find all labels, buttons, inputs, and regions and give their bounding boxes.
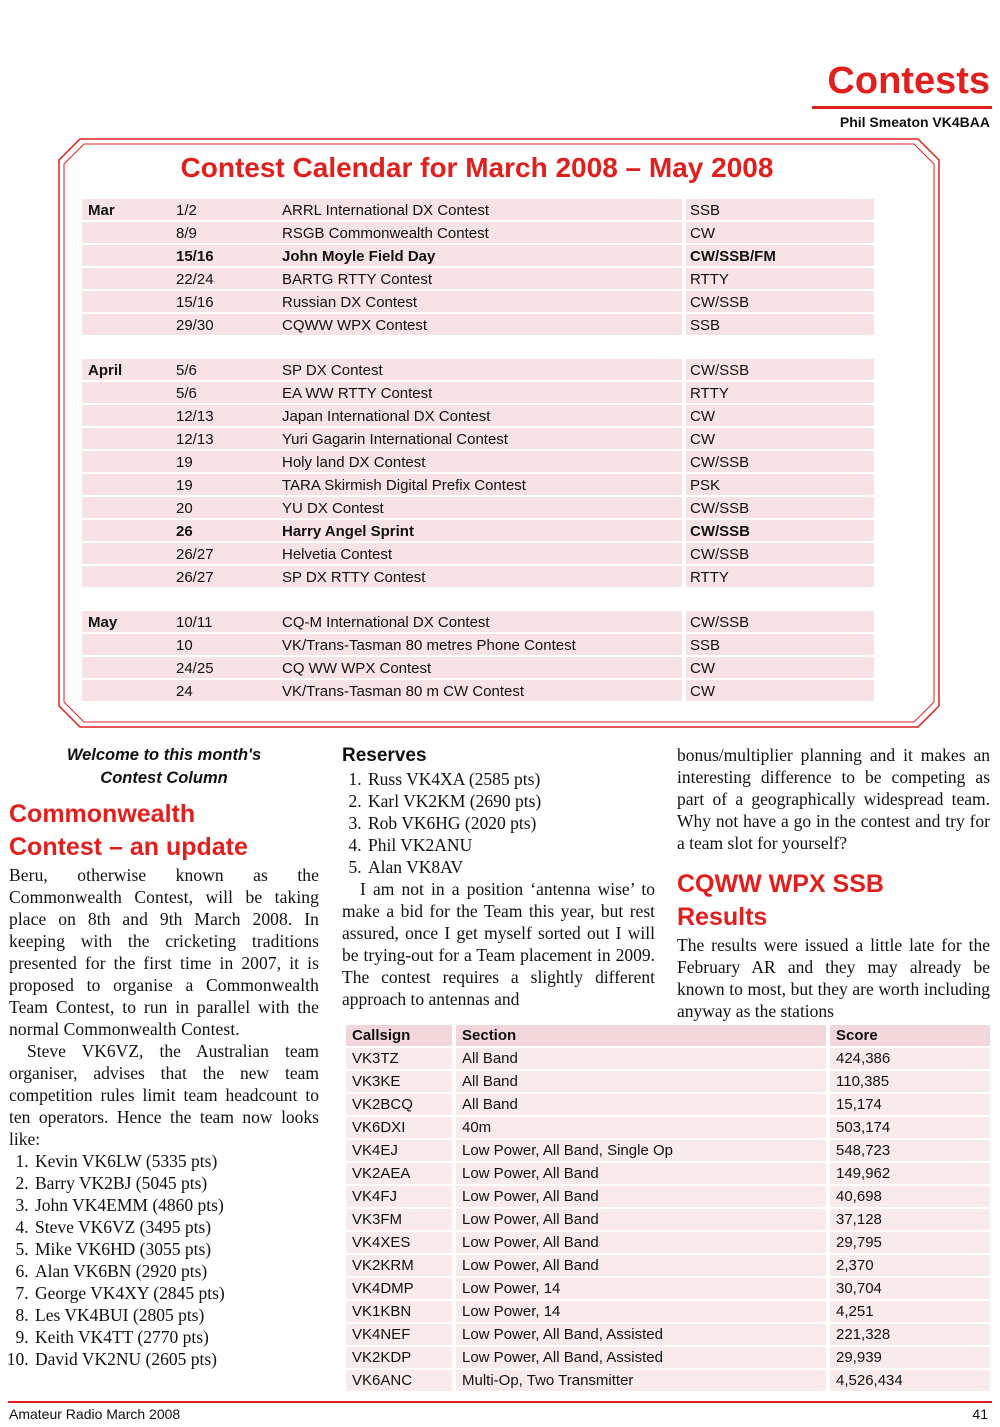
- calendar-mode: SSB: [686, 199, 874, 220]
- commonwealth-heading-line-2: Contest – an update: [9, 833, 248, 861]
- team-paragraph: bonus/multiplier planning and it makes an interesting difference to be competing as part of a geographically widespread team. Why not have a go in the contest and try for a team slot for yourself?: [677, 745, 990, 853]
- calendar-row: [82, 657, 870, 680]
- calendar-month: [82, 222, 172, 243]
- calendar-row: [82, 199, 870, 222]
- calendar-mode: CW/SSB/FM: [686, 245, 874, 266]
- calendar-row: [82, 520, 870, 543]
- result-score: 30,704: [830, 1278, 990, 1299]
- calendar-row: [82, 680, 870, 703]
- results-row: [346, 1048, 990, 1071]
- commonwealth-paragraph-1: Beru, otherwise known as the Commonwealth Contest, will be taking place on 8th and 9th March 2008. In keeping with the cricketing traditions presented for the first time in 2007, it is proposed to organise a Commonwealth Team Contest, to run in parallel with the normal Commonwealth Contest.: [9, 865, 319, 1039]
- calendar-date: 15/16: [172, 291, 356, 312]
- calendar-month: [82, 405, 172, 426]
- calendar-month: [82, 566, 172, 587]
- result-callsign: VK6ANC: [346, 1370, 452, 1391]
- results-row: [346, 1071, 990, 1094]
- calendar-mode: CW: [686, 405, 874, 426]
- result-callsign: VK4NEF: [346, 1324, 452, 1345]
- wpx-results-table: [346, 1025, 990, 1393]
- result-section: Low Power, All Band: [456, 1232, 826, 1253]
- results-body: [346, 1048, 990, 1393]
- calendar-row: [82, 382, 870, 405]
- result-score: 110,385: [830, 1071, 990, 1092]
- page-number: 41: [972, 1406, 988, 1422]
- calendar-month: [82, 474, 172, 495]
- header-section: Section: [456, 1025, 826, 1046]
- result-score: 4,526,434: [830, 1370, 990, 1391]
- result-score: 29,939: [830, 1347, 990, 1368]
- calendar-month: [82, 497, 172, 518]
- calendar-mode: CW: [686, 428, 874, 449]
- header-score: Score: [830, 1025, 990, 1046]
- calendar-mode: CW: [686, 680, 874, 701]
- calendar-mode: CW: [686, 222, 874, 243]
- result-score: 2,370: [830, 1255, 990, 1276]
- column-3: [677, 744, 990, 1022]
- commonwealth-heading-line-1: Commonwealth: [9, 800, 196, 828]
- calendar-row: [82, 291, 870, 314]
- calendar-contest-name: SP DX RTTY Contest: [278, 566, 682, 587]
- reserve-member: 3. Rob VK6HG (2020 pts): [366, 812, 655, 834]
- calendar-date: 26/27: [172, 543, 356, 564]
- calendar-date: 24: [172, 680, 356, 701]
- section-title-rule: [812, 106, 992, 109]
- calendar-month: [82, 268, 172, 289]
- calendar-mode: CW/SSB: [686, 291, 874, 312]
- wpx-heading-line-1: CQWW WPX SSB: [677, 870, 884, 898]
- calendar-date: 20: [172, 497, 356, 518]
- results-row: [346, 1347, 990, 1370]
- team-member: 4. Steve VK6VZ (3495 pts): [33, 1216, 319, 1238]
- result-score: 424,386: [830, 1048, 990, 1069]
- result-section: 40m: [456, 1117, 826, 1138]
- result-callsign: VK2KDP: [346, 1347, 452, 1368]
- calendar-contest-name: BARTG RTTY Contest: [278, 268, 682, 289]
- team-member: 2. Barry VK2BJ (5045 pts): [33, 1172, 319, 1194]
- calendar-contest-name: YU DX Contest: [278, 497, 682, 518]
- calendar-month: [82, 245, 172, 266]
- result-callsign: VK3TZ: [346, 1048, 452, 1069]
- result-callsign: VK2KRM: [346, 1255, 452, 1276]
- calendar-contest-name: SP DX Contest: [278, 359, 682, 380]
- reserves-heading: Reserves: [342, 745, 427, 766]
- results-row: [346, 1232, 990, 1255]
- calendar-contest-name: CQ WW WPX Contest: [278, 657, 682, 678]
- calendar-mode: CW/SSB: [686, 611, 874, 632]
- result-score: 37,128: [830, 1209, 990, 1230]
- calendar-date: 1/2: [172, 199, 356, 220]
- calendar-date: 26: [172, 520, 356, 541]
- calendar-contest-name: Helvetia Contest: [278, 543, 682, 564]
- calendar-row: [82, 268, 870, 291]
- result-callsign: VK4DMP: [346, 1278, 452, 1299]
- result-section: Low Power, All Band, Single Op: [456, 1140, 826, 1161]
- team-member: 3. John VK4EMM (4860 pts): [33, 1194, 319, 1216]
- calendar-date: 15/16: [172, 245, 356, 266]
- footer-rule: [8, 1401, 992, 1403]
- results-row: [346, 1094, 990, 1117]
- calendar-mode: RTTY: [686, 268, 874, 289]
- calendar-contest-name: ARRL International DX Contest: [278, 199, 682, 220]
- results-row: [346, 1255, 990, 1278]
- calendar-table: [82, 199, 870, 703]
- result-score: 40,698: [830, 1186, 990, 1207]
- calendar-contest-name: RSGB Commonwealth Contest: [278, 222, 682, 243]
- calendar-month: [82, 680, 172, 701]
- calendar-month: [82, 543, 172, 564]
- calendar-month: [82, 520, 172, 541]
- team-member: 10. David VK2NU (2605 pts): [33, 1348, 319, 1370]
- team-member: 5. Mike VK6HD (3055 pts): [33, 1238, 319, 1260]
- calendar-contest-name: TARA Skirmish Digital Prefix Contest: [278, 474, 682, 495]
- result-score: 221,328: [830, 1324, 990, 1345]
- calendar-row: [82, 314, 870, 337]
- result-callsign: VK3FM: [346, 1209, 452, 1230]
- team-member: 8. Les VK4BUI (2805 pts): [33, 1304, 319, 1326]
- reserve-member: 2. Karl VK2KM (2690 pts): [366, 790, 655, 812]
- team-member: 1. Kevin VK6LW (5335 pts): [33, 1150, 319, 1172]
- result-section: All Band: [456, 1094, 826, 1115]
- calendar-contest-name: CQWW WPX Contest: [278, 314, 682, 335]
- result-section: All Band: [456, 1048, 826, 1069]
- welcome-line-1: Welcome to this month's: [66, 746, 262, 764]
- calendar-date: 19: [172, 474, 356, 495]
- results-row: [346, 1324, 990, 1347]
- calendar-mode: SSB: [686, 314, 874, 335]
- results-row: [346, 1117, 990, 1140]
- calendar-contest-name: VK/Trans-Tasman 80 m CW Contest: [278, 680, 682, 701]
- calendar-contest-name: Yuri Gagarin International Contest: [278, 428, 682, 449]
- result-section: Low Power, All Band, Assisted: [456, 1347, 826, 1368]
- result-section: Low Power, All Band: [456, 1255, 826, 1276]
- calendar-mode: SSB: [686, 634, 874, 655]
- calendar-row: [82, 611, 870, 634]
- calendar-mode: CW/SSB: [686, 520, 874, 541]
- calendar-date: 24/25: [172, 657, 356, 678]
- result-section: Low Power, All Band, Assisted: [456, 1324, 826, 1345]
- calendar-row: [82, 428, 870, 451]
- calendar-contest-name: John Moyle Field Day: [278, 245, 682, 266]
- calendar-mode: CW: [686, 657, 874, 678]
- commonwealth-paragraph-2: Steve VK6VZ, the Australian team organiser, advises that the new team competition rules limit team headcount to ten operators. Hence the team now looks like:: [9, 1041, 319, 1149]
- calendar-date: 22/24: [172, 268, 356, 289]
- result-score: 503,174: [830, 1117, 990, 1138]
- calendar-date: 12/13: [172, 428, 356, 449]
- result-callsign: VK2AEA: [346, 1163, 452, 1184]
- team-member: 6. Alan VK6BN (2920 pts): [33, 1260, 319, 1282]
- result-section: Low Power, All Band: [456, 1186, 826, 1207]
- calendar-row: [82, 634, 870, 657]
- result-callsign: VK4FJ: [346, 1186, 452, 1207]
- results-row: [346, 1278, 990, 1301]
- result-section: Multi-Op, Two Transmitter: [456, 1370, 826, 1391]
- calendar-row: [82, 474, 870, 497]
- team-member: 7. George VK4XY (2845 pts): [33, 1282, 319, 1304]
- calendar-date: 5/6: [172, 359, 356, 380]
- result-score: 4,251: [830, 1301, 990, 1322]
- calendar-date: 26/27: [172, 566, 356, 587]
- results-row: [346, 1370, 990, 1393]
- publication-footer: Amateur Radio March 2008: [9, 1406, 181, 1422]
- calendar-row: [82, 245, 870, 268]
- calendar-month: [82, 451, 172, 472]
- calendar-row: [82, 497, 870, 520]
- results-row: [346, 1209, 990, 1232]
- calendar-month: [82, 382, 172, 403]
- result-score: 15,174: [830, 1094, 990, 1115]
- calendar-row: [82, 222, 870, 245]
- result-callsign: VK4XES: [346, 1232, 452, 1253]
- result-section: All Band: [456, 1071, 826, 1092]
- calendar-spacer-row: [82, 337, 870, 359]
- calendar-date: 5/6: [172, 382, 356, 403]
- calendar-date: 12/13: [172, 405, 356, 426]
- result-score: 548,723: [830, 1140, 990, 1161]
- calendar-mode: RTTY: [686, 382, 874, 403]
- results-header-row: [346, 1025, 990, 1048]
- calendar-mode: CW/SSB: [686, 359, 874, 380]
- calendar-row: [82, 451, 870, 474]
- calendar-month: [82, 314, 172, 335]
- wpx-heading-line-2: Results: [677, 903, 768, 931]
- result-callsign: VK3KE: [346, 1071, 452, 1092]
- calendar-date: 29/30: [172, 314, 356, 335]
- reserves-paragraph: I am not in a position ‘antenna wise’ to make a bid for the Team this year, but rest assured, once I get myself sorted out I will be trying-out for a Team placement in 2009. The contest requires a slightly different approach to antennas and: [342, 879, 655, 1009]
- calendar-mode: CW/SSB: [686, 543, 874, 564]
- calendar-date: 8/9: [172, 222, 356, 243]
- calendar-date: 10/11: [172, 611, 356, 632]
- calendar-mode: CW/SSB: [686, 451, 874, 472]
- results-row: [346, 1301, 990, 1324]
- calendar-row: [82, 566, 870, 589]
- reserve-member: 1. Russ VK4XA (2585 pts): [366, 768, 655, 790]
- result-callsign: VK6DXI: [346, 1117, 452, 1138]
- welcome-line-2: Contest Column: [100, 769, 228, 787]
- calendar-contest-name: VK/Trans-Tasman 80 metres Phone Contest: [278, 634, 682, 655]
- calendar-contest-name: Japan International DX Contest: [278, 405, 682, 426]
- result-callsign: VK1KBN: [346, 1301, 452, 1322]
- header-callsign: Callsign: [346, 1025, 452, 1046]
- calendar-mode: PSK: [686, 474, 874, 495]
- calendar-contest-name: Harry Angel Sprint: [278, 520, 682, 541]
- result-callsign: VK2BCQ: [346, 1094, 452, 1115]
- calendar-row: [82, 405, 870, 428]
- reserve-member: 5. Alan VK8AV: [366, 856, 655, 878]
- results-row: [346, 1163, 990, 1186]
- result-score: 29,795: [830, 1232, 990, 1253]
- calendar-mode: CW/SSB: [686, 497, 874, 518]
- calendar-contest-name: CQ-M International DX Contest: [278, 611, 682, 632]
- calendar-contest-name: EA WW RTTY Contest: [278, 382, 682, 403]
- results-row: [346, 1186, 990, 1209]
- calendar-mode: RTTY: [686, 566, 874, 587]
- result-callsign: VK4EJ: [346, 1140, 452, 1161]
- result-score: 149,962: [830, 1163, 990, 1184]
- section-title: Contests: [827, 60, 990, 102]
- calendar-contest-name: Holy land DX Contest: [278, 451, 682, 472]
- reserve-member: 4. Phil VK2ANU: [366, 834, 655, 856]
- result-section: Low Power, All Band: [456, 1209, 826, 1230]
- calendar-month: May: [82, 611, 172, 632]
- calendar-month: April: [82, 359, 172, 380]
- team-member: 9. Keith VK4TT (2770 pts): [33, 1326, 319, 1348]
- calendar-month: Mar: [82, 199, 172, 220]
- calendar-row: [82, 543, 870, 566]
- result-section: Low Power, 14: [456, 1301, 826, 1322]
- calendar-month: [82, 428, 172, 449]
- calendar-title: Contest Calendar for March 2008 – May 2008: [180, 152, 774, 183]
- author-byline: Phil Smeaton VK4BAA: [839, 114, 990, 130]
- column-1: [9, 744, 319, 1370]
- calendar-date: 19: [172, 451, 356, 472]
- calendar-contest-name: Russian DX Contest: [278, 291, 682, 312]
- wpx-paragraph: The results were issued a little late for the February AR and they may already be known to most, but they are worth including anyway as the stations: [677, 935, 990, 1021]
- result-section: Low Power, All Band: [456, 1163, 826, 1184]
- calendar-spacer-row: [82, 589, 870, 611]
- calendar-row: [82, 359, 870, 382]
- calendar-month: [82, 657, 172, 678]
- calendar-month: [82, 634, 172, 655]
- calendar-month: [82, 291, 172, 312]
- result-section: Low Power, 14: [456, 1278, 826, 1299]
- calendar-date: 10: [172, 634, 356, 655]
- column-2: [342, 744, 655, 1010]
- reserves-list: [342, 768, 655, 878]
- team-list: [9, 1150, 319, 1370]
- results-row: [346, 1140, 990, 1163]
